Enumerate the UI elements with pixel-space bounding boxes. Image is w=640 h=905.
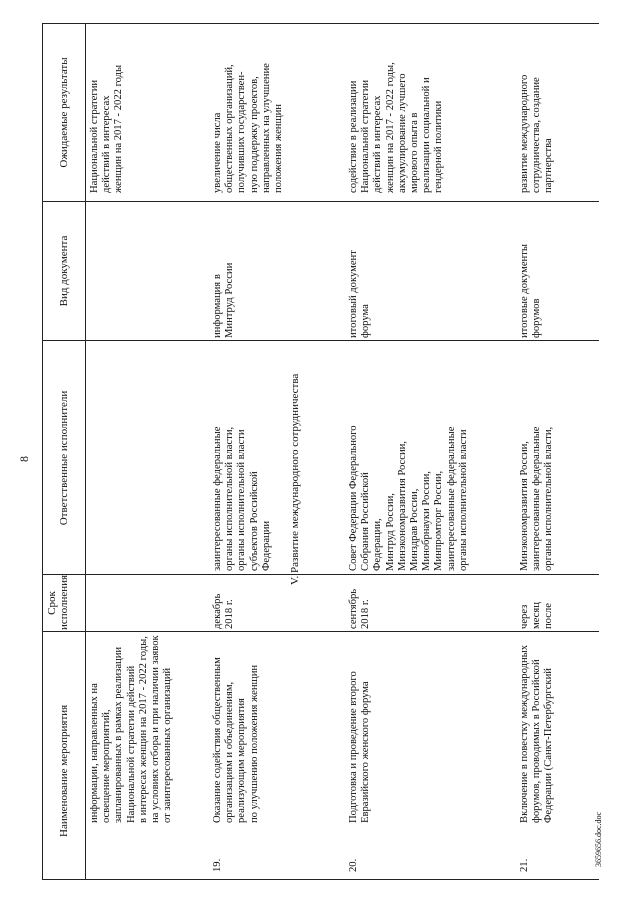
cell-line: месяц [531, 602, 543, 629]
row20-number: 20. [348, 858, 359, 872]
page-number: 8 [17, 456, 31, 462]
cell-line: действий в интересах [372, 95, 384, 193]
file-name: 3659656.doc.doc [594, 811, 603, 867]
table-left-border [42, 879, 599, 880]
cell-line: увеличение числа [212, 112, 223, 193]
header-executors: Ответственные исполнители [58, 390, 70, 526]
row20-name [348, 671, 372, 823]
cell-line: от заинтересованных организаций [162, 667, 174, 823]
row21-doc [519, 244, 543, 338]
table-top-border [42, 23, 43, 880]
cell-line: Минэкономразвития России, [396, 441, 408, 571]
cell-line: мирового опыта в [409, 112, 421, 193]
row21-number: 21. [519, 858, 530, 872]
cell-line: информации, направленных на [89, 683, 100, 823]
cell-line: Минтруд России [224, 262, 236, 338]
row20-deadline [348, 589, 372, 629]
header-results: Ожидаемые результаты [58, 57, 70, 168]
cell-line: Национальной стратегии [89, 79, 100, 193]
cell-line: Минобрнауки России, [421, 471, 433, 571]
row1-results [89, 65, 126, 193]
cell-line: Национальной стратегии [360, 79, 372, 193]
row20-executors [348, 425, 470, 571]
cell-line: гендерной политики [433, 100, 445, 193]
cell-line: органы исполнительной власти, [543, 426, 555, 571]
cell-line: заинтересованные федеральные [531, 426, 543, 571]
header-name: Наименование мероприятия [58, 704, 70, 837]
cell-line: общественных организаций, [224, 64, 236, 193]
cell-line: Федерации (Санкт-Петербургский [543, 668, 555, 823]
cell-line: аккумулирование лучшего [396, 73, 408, 193]
cell-line: содействие в реализации [348, 80, 359, 193]
column-divider [42, 631, 599, 632]
row19-results [212, 63, 285, 193]
column-divider [42, 340, 599, 341]
row19-executors [212, 427, 273, 571]
column-divider [42, 201, 599, 202]
cell-line: через [519, 604, 530, 629]
cell-line: Включение в повестку международных [519, 644, 530, 823]
cell-line: Федерации, [372, 518, 384, 571]
cell-line: Подготовка и проведение второго [348, 671, 359, 823]
cell-line: женщин на 2017 - 2022 годы [113, 64, 125, 193]
cell-line: по улучшению положения женщин [248, 664, 260, 823]
row21-results [519, 75, 556, 193]
cell-line: заинтересованные федеральные [212, 426, 223, 571]
row19-name [212, 657, 261, 823]
cell-line: ную поддержку проектов, [248, 76, 260, 193]
cell-line: Евразийского женского форума [360, 681, 372, 823]
cell-line: женщин на 2017 - 2022 годы, [384, 62, 396, 193]
cell-line: Минтруд России, [384, 493, 396, 571]
cell-line: Минэкономразвития России, [519, 441, 530, 571]
cell-line: Оказание содействия общественным [212, 657, 223, 823]
cell-line: Минздрав России, [409, 488, 421, 571]
row19-number: 19. [212, 858, 223, 872]
cell-line: форума [360, 304, 372, 338]
cell-line: на условиях отбора и при наличии заявок [150, 635, 162, 823]
cell-line: органы исполнительной власти [457, 429, 469, 571]
cell-line: итоговый документ [348, 250, 359, 338]
cell-line: Собрания Российской [360, 472, 372, 571]
cell-line: итоговые документы [519, 244, 530, 338]
row21-name [519, 645, 556, 823]
cell-line: органы исполнительной власти, [224, 426, 236, 571]
row1-name [89, 635, 174, 823]
cell-line: положения женщин [273, 104, 285, 193]
row19-doc [212, 263, 236, 338]
cell-line: органы исполнительной власти [236, 429, 248, 571]
header-deadline: Срок исполнения [46, 574, 70, 630]
cell-line: партнерства [543, 138, 555, 193]
row20-doc [348, 250, 372, 338]
row21-executors [519, 427, 556, 571]
header-divider [85, 23, 86, 880]
cell-line: форумов, проводимых в Российской [531, 659, 543, 823]
cell-line: Федерации [260, 520, 272, 571]
cell-line: получивших государствен- [236, 71, 248, 193]
cell-line: после [543, 603, 555, 629]
cell-line: заинтересованные федеральные [445, 426, 457, 571]
cell-line: форумов [531, 298, 543, 338]
cell-line: организациям и объединениям, [224, 681, 236, 823]
cell-line: Минпромторг России, [433, 470, 445, 571]
cell-line: освещение мероприятий, [101, 709, 113, 823]
cell-line: реализующим мероприятия [236, 698, 248, 823]
cell-line: 2018 г. [360, 599, 372, 629]
cell-line: Национальной стратегии действий [125, 665, 137, 823]
row21-deadline [519, 602, 556, 629]
row19-deadline [212, 594, 236, 629]
cell-line: Совет Федерации Федерального [348, 425, 359, 571]
cell-line: развитие международного [519, 74, 530, 193]
cell-line: субъектов Российской [248, 471, 260, 571]
cell-line: сентябрь [348, 588, 359, 629]
cell-line: сотрудничества, создание [531, 77, 543, 193]
column-divider [42, 574, 599, 575]
row20-results [348, 62, 446, 193]
cell-line: действий в интересах [101, 95, 113, 193]
header-doc-type: Вид документа [58, 235, 70, 307]
table-right-border [42, 23, 599, 24]
cell-line: декабрь [212, 593, 223, 629]
cell-line: направленных на улучшение [260, 63, 272, 193]
cell-line: в интересах женщин на 2017 - 2022 годы, [137, 636, 149, 823]
cell-line: 2018 г. [224, 599, 236, 629]
cell-line: запланированных в рамках реализации [113, 646, 125, 823]
section-title: V. Развитие международного сотрудничества [289, 373, 301, 585]
cell-line: информация в [212, 274, 223, 338]
cell-line: реализации социальной и [421, 77, 433, 193]
